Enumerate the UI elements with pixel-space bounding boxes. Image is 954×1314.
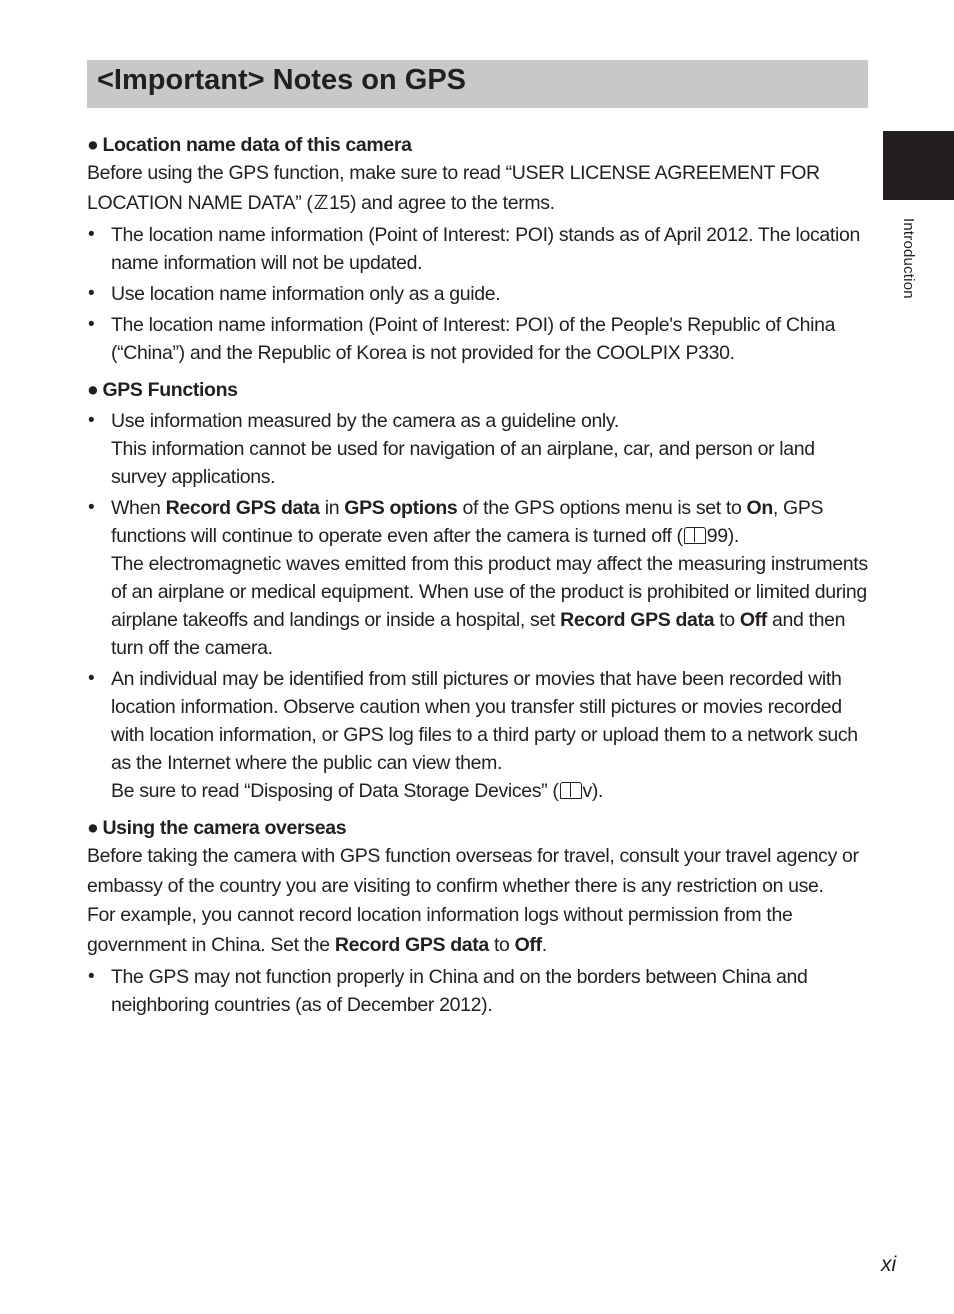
- paragraph: Before taking the camera with GPS function overseas for travel, consult your travel agency or embassy of the country you are visiting to confirm whether there is any restriction on use.: [87, 845, 859, 897]
- page-number: xi: [881, 1253, 897, 1276]
- bullet-list: [87, 407, 869, 805]
- section-tab-label: Introduction: [900, 218, 917, 299]
- list-item: • Use information measured by the camera as a guideline only. This information cannot be used for navigation of an airplane, car, and person or land survey applications.: [87, 407, 869, 491]
- list-item: • The location name information (Point of Interest: POI) stands as of April 2012. The location name information will not be updated.: [87, 221, 869, 277]
- list-item: • Use location name information only as a guide.: [87, 280, 869, 308]
- bullet-circle-icon: ●: [87, 817, 99, 839]
- paragraph: For example, you cannot record location information logs without permission from the government in China. Set the Record GPS data to Off.: [87, 904, 793, 956]
- list-item: • The GPS may not function properly in China and on the borders between China and neighboring countries (as of December 2012).: [87, 963, 869, 1019]
- bullet-list: [87, 963, 869, 1019]
- section-location-name-data: [87, 131, 869, 367]
- section-using-overseas: [87, 814, 869, 1019]
- title-bar: [87, 60, 868, 108]
- section-heading: ● Using the camera overseas: [87, 817, 347, 839]
- page-title: <Important> Notes on GPS: [97, 64, 466, 96]
- paragraph: Before using the GPS function, make sure to read “USER LICENSE AGREEMENT FOR LOCATION NAME DATA” (ℤ15) and agree to the terms.: [87, 159, 869, 218]
- book-page-icon: [684, 527, 706, 544]
- list-item: • When Record GPS data in GPS options of the GPS options menu is set to On, GPS functions will continue to operate even after the camera is turned off ( 99). The electromagnetic waves emitted from this product may affect the measuring instruments of an airplane or medical equipment. When use of the product is prohibited or limited during airplane takeoffs and landings or inside a hospital, set Record GPS data to Off and then turn off the camera.: [87, 494, 869, 662]
- list-item: • The location name information (Point of Interest: POI) of the People's Republic of China (“China”) and the Republic of Korea is not provided for the COOLPIX P330.: [87, 311, 869, 367]
- book-page-icon: [560, 782, 582, 799]
- bullet-circle-icon: ●: [87, 379, 99, 401]
- reference-section-icon: ℤ: [313, 191, 328, 214]
- page-content: [87, 128, 869, 1028]
- section-tab-marker: [883, 131, 954, 200]
- list-item: • An individual may be identified from still pictures or movies that have been recorded with location information. Observe caution when you transfer still pictures or movies recorded with location information, or GPS log files to a third party or upload them to a network such as the Internet where the public can view them. Be sure to read “Disposing of Data Storage Devices” ( v).: [87, 665, 869, 805]
- section-heading: ● GPS Functions: [87, 379, 238, 401]
- bullet-list: [87, 221, 869, 367]
- section-gps-functions: [87, 376, 869, 805]
- section-heading: ● Location name data of this camera: [87, 134, 412, 156]
- bullet-circle-icon: ●: [87, 134, 99, 156]
